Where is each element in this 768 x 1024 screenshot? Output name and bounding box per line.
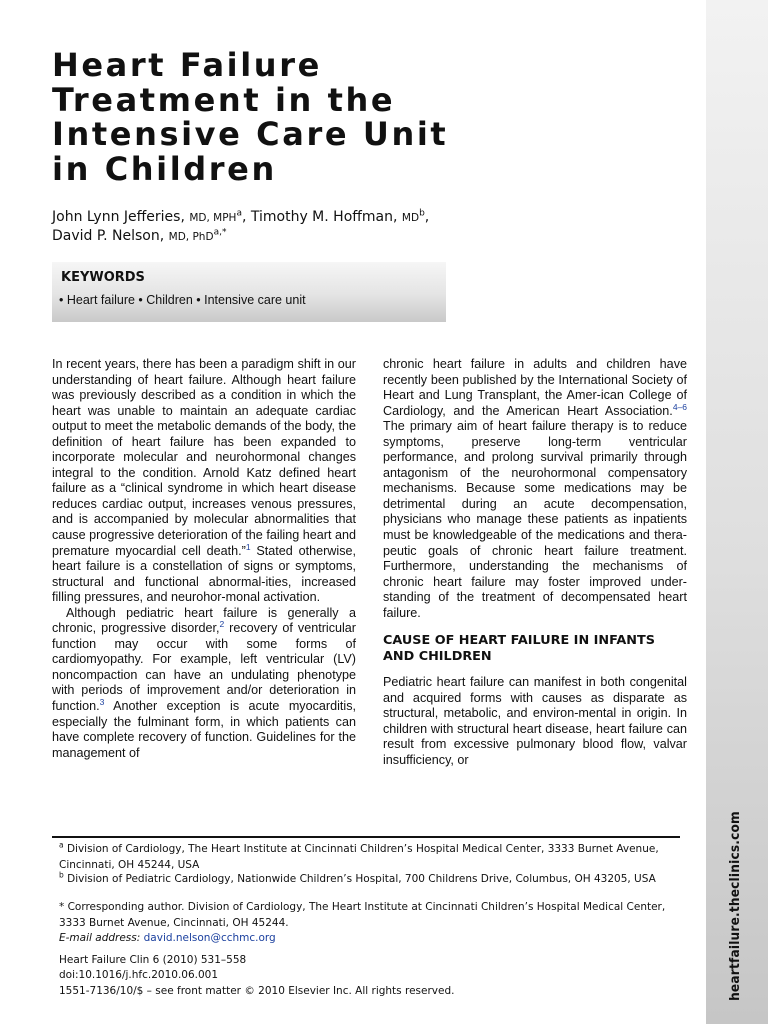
author-name: , Timothy M. Hoffman,: [241, 209, 398, 225]
citation-ref[interactable]: 1: [245, 541, 251, 552]
body-paragraph: [383, 357, 687, 621]
email-link[interactable]: david.nelson@cchmc.org: [143, 932, 276, 944]
footnote-text: * Corresponding author. Division of Cardiology, The Heart Institute at Cincinnati Children’s Hospital Medical Center, 3333 Burnet Avenue, Cincinnati, OH 45244.: [59, 901, 666, 929]
affiliation-mark: a,*: [213, 226, 227, 237]
journal-citation: Heart Failure Clin 6 (2010) 531–558: [59, 954, 247, 966]
author-name: John Lynn Jefferies,: [52, 209, 185, 225]
affiliation-mark: b: [59, 870, 64, 880]
body-text: recovery of ventricular function may occur with some forms of cardiomyopathy. For example, left ventricular (LV) noncompaction can have an undulating phenotype with periods of improvement and/or deterioration in function.: [52, 621, 356, 714]
title-line: Intensive Care Unit: [52, 115, 449, 153]
footnote-divider: [52, 836, 680, 838]
body-paragraph: [52, 606, 356, 761]
copyright-line: 1551-7136/10/$ – see front matter © 2010 Elsevier Inc. All rights reserved.: [59, 984, 455, 997]
author-list: [52, 209, 429, 246]
keywords-heading: KEYWORDS: [61, 270, 145, 285]
separator: ,: [424, 209, 430, 225]
author-degree: MD, PhD: [168, 230, 214, 243]
body-paragraph: Pediatric heart failure can manifest in both congenital and acquired forms with causes as disparate as structural, metabolic, and environ-mental in origin. In children with structural heart disease, heart failure can result from excessive pulmonary blood flow, valvar insufficiency, or: [383, 675, 687, 768]
email-label: E-mail address:: [59, 932, 141, 944]
body-column-left: [52, 357, 356, 761]
journal-site-link[interactable]: heartfailure.theclinics.com: [727, 811, 743, 1001]
affiliation-mark: a: [236, 208, 242, 219]
section-heading: CAUSE OF HEART FAILURE IN INFANTS AND CHILDREN: [383, 633, 655, 665]
title-line: Heart Failure: [52, 46, 322, 84]
doi[interactable]: doi:10.1016/j.hfc.2010.06.001: [59, 969, 219, 982]
body-text: Although pediatric heart failure is generally a chronic, progressive disorder,: [52, 605, 356, 636]
title-line: in Children: [52, 149, 277, 188]
body-paragraph: [52, 357, 356, 606]
citation-ref[interactable]: 2: [219, 619, 225, 630]
footnote-corresponding: [59, 900, 689, 947]
citation-ref[interactable]: 4–6: [672, 401, 687, 412]
footnote-affiliation-b: [59, 872, 689, 888]
keywords-list: • Heart failure • Children • Intensive care unit: [59, 293, 306, 307]
footnote-text: Division of Pediatric Cardiology, Nationwide Children’s Hospital, 700 Childrens Drive, Columbus, OH 43205, USA: [63, 873, 656, 885]
body-text: Another exception is acute myocarditis, especially the fulminant form, in which patients can have complete recovery of function. Guidelines for the management of: [52, 699, 356, 760]
body-text: Stated otherwise, heart failure is a constellation of signs or symptoms, structural and functional abnormal-ities, increased filling pressures, and neurohor-monal activation.: [52, 543, 356, 605]
body-text: In recent years, there has been a paradigm shift in our understanding of heart failure. Although heart failure was previously described as a condition in which the heart was unable to maintain an adequate cardiac output to meet the metabolic demands of the body, the definition of heart failure has been expanded to incorporate molecular and neurohormonal changes integral to the condition. Arnold Katz defined heart failure as a “clinical syndrome in which heart disease reduces cardiac output, increases venous pressures, and is accompanied by molecular abnormalities that cause progressive deterioration of the failing heart and premature myocardial cell death.”: [52, 357, 356, 558]
keywords-box: [52, 262, 446, 322]
footnote-text: Division of Cardiology, The Heart Institute at Cincinnati Children’s Hospital Medical Center, 3333 Burnet Avenue, Cincinnati, OH 45244, USA: [59, 843, 659, 871]
author-degree: MD, MPH: [189, 212, 237, 224]
affiliation-mark: b: [419, 208, 425, 219]
body-text: The primary aim of heart failure therapy is to reduce symptoms, preserve long-term ventricular performance, and prolong survival primarily through antagonism of the neurohormonal compensatory mechanisms. Because some medications may be detrimental during an acute decompensation, physicians who manage these patients as inpatients must be knowledgeable of the medications and thera-peutic goals of chronic heart failure treatment. Furthermore, understanding the mechanisms of chronic heart failure may foster improved under-standing of the treatment of decompensated heart failure.: [383, 419, 687, 620]
affiliation-mark: a: [59, 840, 64, 850]
article-title: [52, 48, 448, 186]
author-degree: MD: [401, 212, 420, 224]
body-text: chronic heart failure in adults and children have recently been published by the International Society of Heart and Lung Transplant, the Amer-ican College of Cardiology, and the American Heart Association.: [383, 357, 687, 418]
author-name: David P. Nelson,: [52, 227, 165, 244]
footnote-affiliation-a: [59, 842, 689, 873]
title-line: Treatment in the: [52, 80, 396, 119]
citation-block: [59, 953, 454, 999]
body-column-right: [383, 357, 687, 769]
citation-ref[interactable]: 3: [99, 696, 105, 707]
